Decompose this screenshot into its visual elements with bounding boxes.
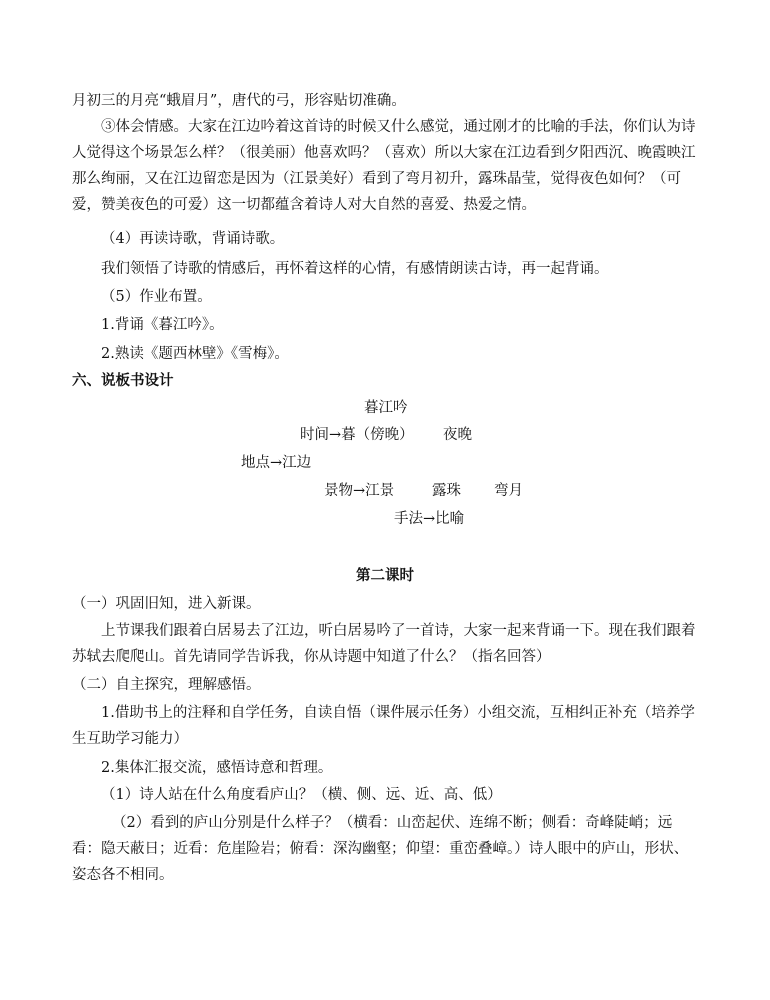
board-scene: 景物→江景: [324, 483, 395, 499]
board-place: 地点→江边: [241, 455, 312, 471]
lesson-two-heading: 第二课时: [356, 567, 414, 584]
lesson2-part-1-heading: （一）巩固旧知，进入新课。: [72, 596, 261, 612]
board-technique: 手法→比喻: [394, 511, 465, 527]
board-time: 时间→暮（傍晚）: [300, 427, 414, 443]
lesson2-question-2: （2）看到的庐山分别是什么样子？（横看：山峦起伏、连绵不断；侧看：奇峰陡峭；远看：隐天蔽日；近看：危崖险岩；俯看：深沟幽壑；仰望：重峦叠嶂。）诗人眼中的庐山，形状、姿态各不相同。: [72, 815, 689, 883]
section-heading-board-design: 六、说板书设计: [72, 372, 174, 389]
lesson2-question-1: （1）诗人站在什么角度看庐山？（横、侧、远、近、高、低）: [101, 787, 502, 803]
board-moon: 弯月: [494, 483, 523, 499]
board-night: 夜晚: [443, 427, 472, 443]
lesson2-intro-paragraph: 上节课我们跟着白居易去了江边，听白居易吟了一首诗，大家一起来背诵一下。现在我们跟着苏轼去爬爬山。首先请同学告诉我，你从诗题中知道了什么？（指名回答）: [72, 623, 696, 665]
lesson2-group-report: 2.集体汇报交流，感悟诗意和哲理。: [101, 760, 333, 776]
board-dew: 露珠: [432, 483, 461, 499]
paragraph-moon-description: 月初三的月亮“蛾眉月”，唐代的弓，形容贴切准确。: [72, 93, 406, 109]
paragraph-homework-1: 1.背诵《暮江吟》。: [101, 317, 224, 333]
paragraph-feeling: ③体会情感。大家在江边吟着这首诗的时候又什么感觉，通过刚才的比喻的手法，你们认为诗人觉得这个场景怎么样？（很美丽）他喜欢吗？（喜欢）所以大家在江边看到夕阳西沉、晚霞映江那么绚丽，又在江边留恋是因为（江景美好）看到了弯月初升，露珠晶莹，觉得夜色如何？（可爱，赞美夜色的可爱）这一切都蕴含着诗人对大自然的喜爱、热爱之情。: [72, 119, 696, 213]
paragraph-step-4: （4）再读诗歌，背诵诗歌。: [101, 231, 285, 247]
paragraph-recite: 我们领悟了诗歌的情感后，再怀着这样的心情，有感情朗读古诗，再一起背诵。: [101, 261, 609, 277]
board-title: 暮江吟: [364, 400, 408, 416]
lesson2-part-2-heading: （二）自主探究，理解感悟。: [72, 677, 261, 693]
paragraph-step-5: （5）作业布置。: [101, 289, 212, 305]
lesson2-self-study: 1.借助书上的注释和自学任务，自读自悟（课件展示任务）小组交流，互相纠正补充（培养学生互助学习能力）: [72, 705, 695, 747]
paragraph-homework-2: 2.熟读《题西林壁》《雪梅》。: [101, 346, 289, 362]
